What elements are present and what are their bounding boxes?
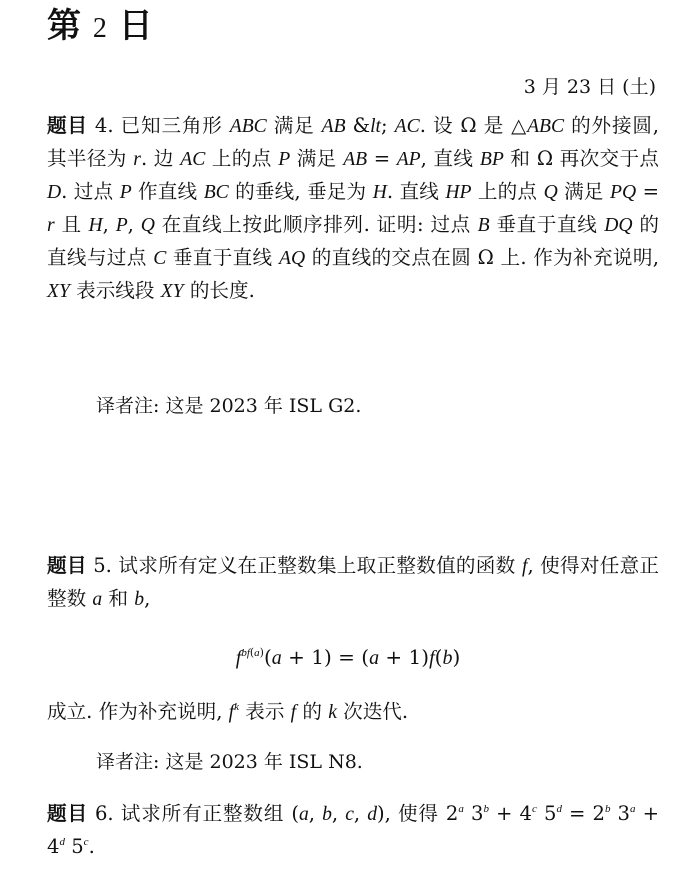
date-line: 3 月 23 日 (土) [523, 76, 656, 98]
problem-5-number: 5. [93, 554, 112, 577]
day-heading-suffix: 日 [118, 6, 153, 46]
problem-5-formula: $f^{bf(a)}(a + 1) = (a + 1)f(b)$ [235, 645, 461, 669]
problem-5-text-after: 成立. 作为补充说明, $f^k$ 表示 f 的 k 次迭代. [47, 700, 409, 723]
problem-6-number: 6. [94, 802, 114, 825]
problem-5-text: 试求所有定义在正整数集上取正整数值的函数 f, 使得对任意正整数 a 和 b, [47, 554, 660, 610]
problem-5 [47, 550, 659, 616]
day-heading [47, 2, 153, 53]
problem-5-label: 题目 [47, 554, 87, 577]
problem-5-note: 译者注: 这是 2023 年 ISL N8. [96, 751, 363, 773]
problem-6-text: 试求所有正整数组 (a, b, c, d), 使得 2$^a$ $3^b + 4^c$ $5^d = 2^b$ $3^a + 4^d$ 5$^c$. [47, 802, 660, 858]
problem-6-label: 题目 [47, 802, 88, 825]
problem-4-number: 4. [94, 114, 114, 137]
day-heading-prefix: 第 [47, 6, 81, 46]
problem-4-note: 译者注: 这是 2023 年 ISL G2. [96, 395, 362, 417]
problem-4 [47, 110, 659, 308]
problem-4-label: 题目 [47, 114, 88, 137]
problem-6 [47, 798, 659, 863]
day-heading-number: 2 [92, 13, 107, 44]
problem-4-text: 已知三角形 ABC 满足 AB &lt; AC. 设 Ω 是 △ABC 的外接圆, 其半径为 r. 边 AC 上的点 P 满足 AB = AP, 直线 BP 和 Ω 再次交于点 D. 过点 P 作直线 BC 的垂线, 垂足为 H. 直线 HP 上的点 Q 满足 PQ = r 且 H, P, Q 在直线上按此顺序排列. 证明: 过点 B 垂直于直线 DQ 的直线与过点 C 垂直于直线 AQ 的直线的交点在圆 Ω 上. 作为补充说明, XY 表示线段 XY 的长度. [47, 114, 659, 302]
problem-5-conclusion [47, 696, 659, 729]
